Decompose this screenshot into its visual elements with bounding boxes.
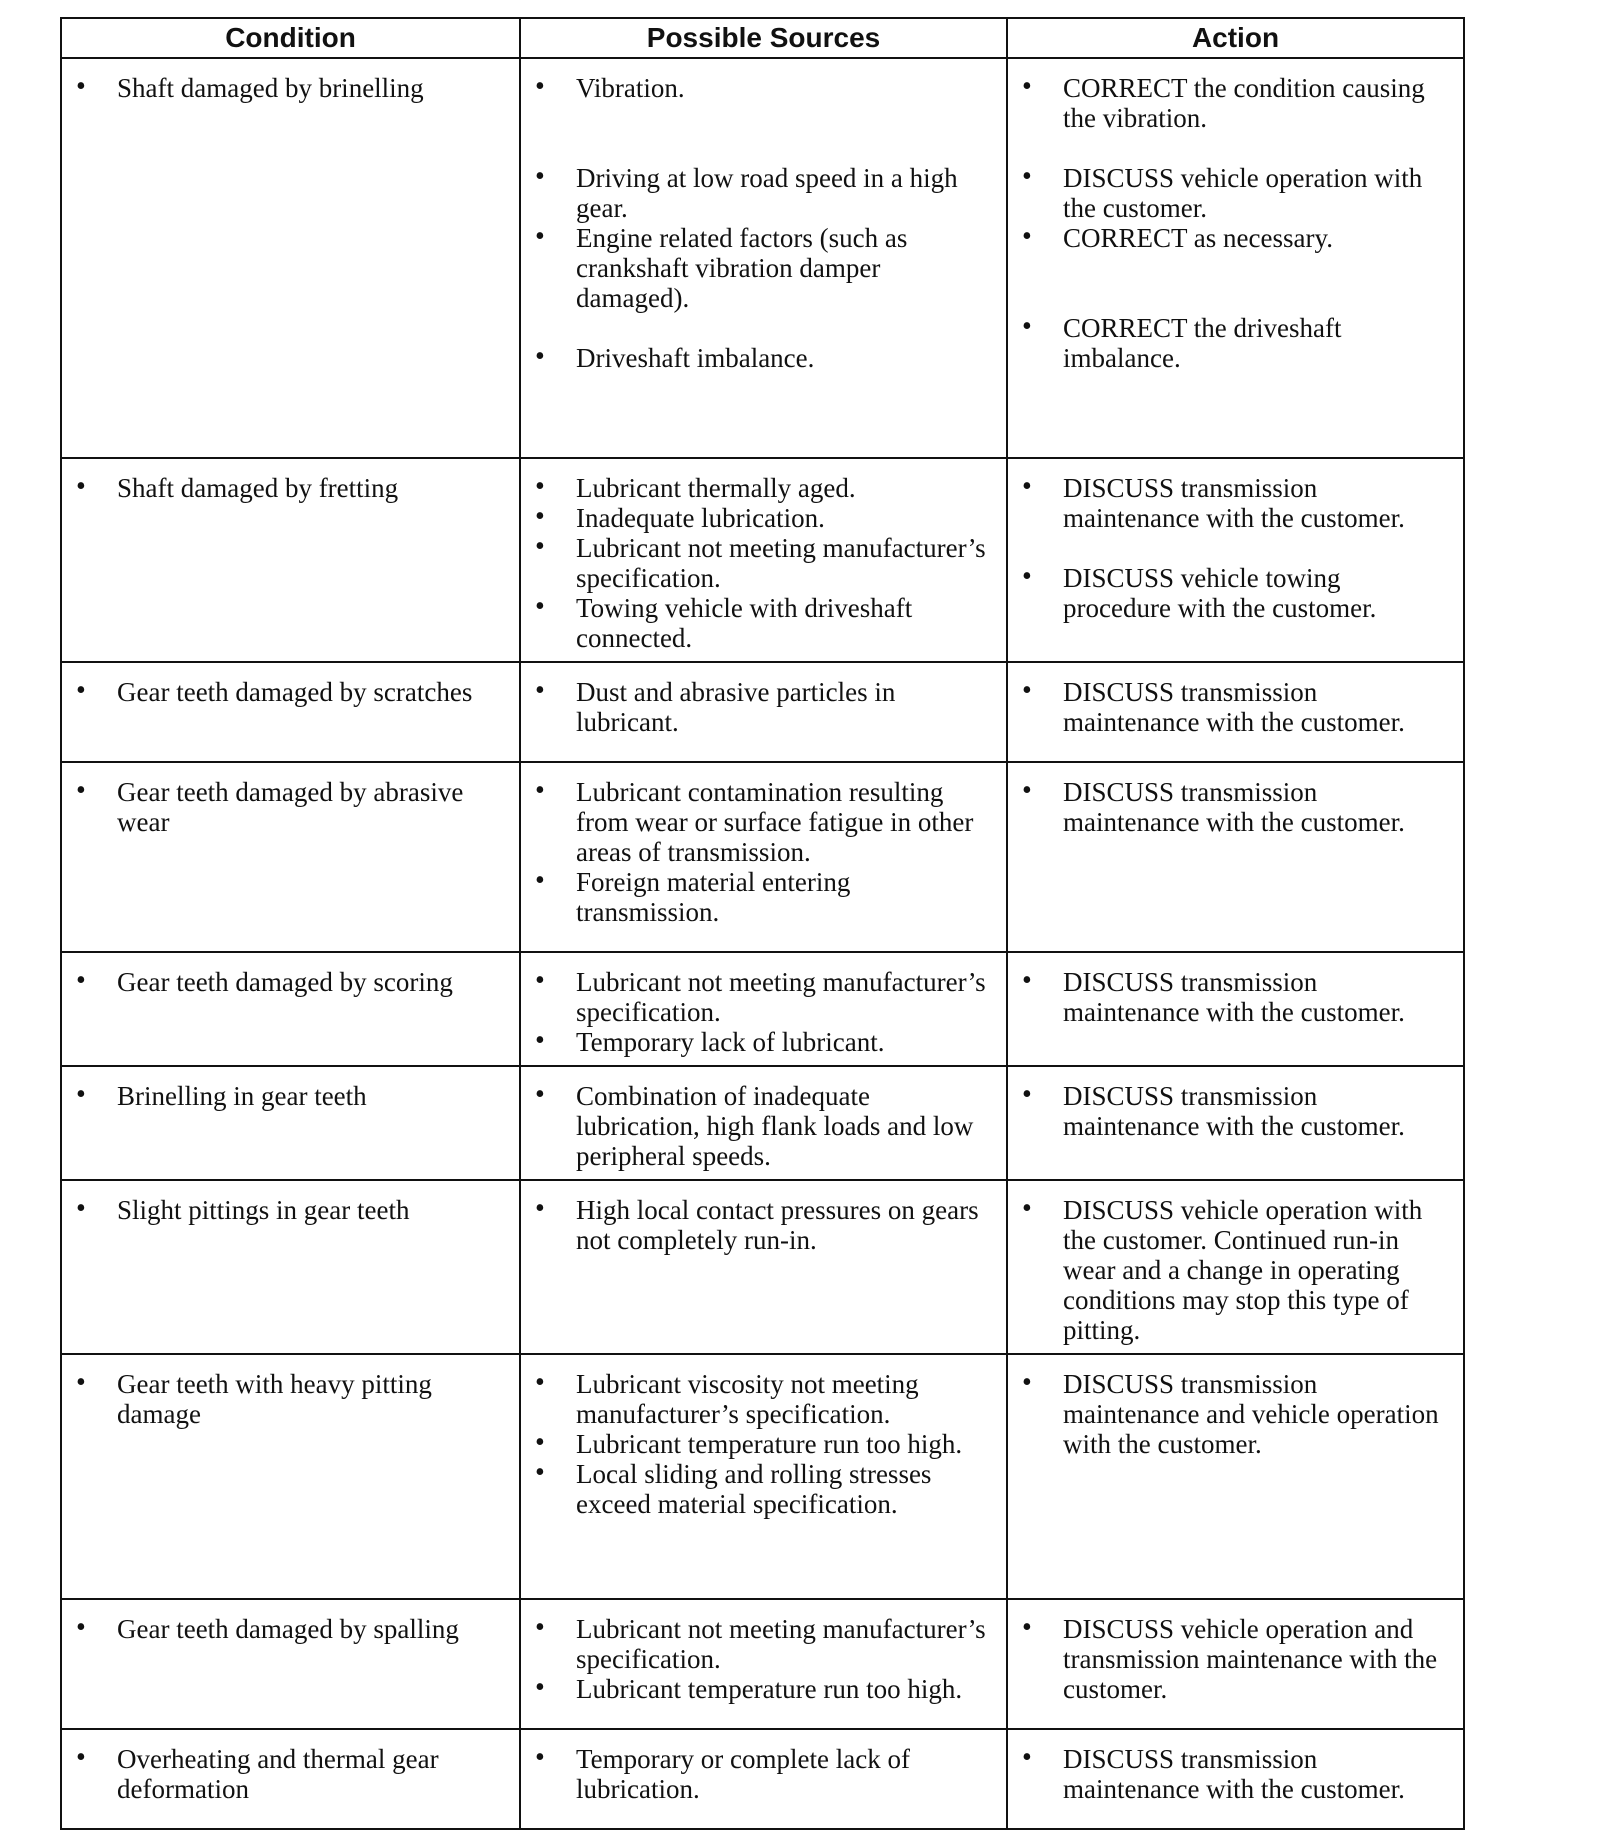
table-row [61,952,1464,1066]
header-condition: Condition [61,18,520,58]
table-row [61,762,1464,952]
source-item: • High local contact pressures on gears not completely run-in. [521,1195,994,1255]
action-item: • DISCUSS vehicle operation with the customer. [1008,163,1451,223]
source-item: • Driving at low road speed in a high gear. [521,163,994,223]
sources-cell [520,662,1007,762]
action-cell [1007,1729,1464,1829]
condition-cell [61,1729,520,1829]
condition-text: • Gear teeth damaged by scratches [62,677,507,707]
action-cell [1007,1599,1464,1729]
table-row [61,1599,1464,1729]
source-item: • Lubricant not meeting manufacturer’s specification. [521,967,994,1027]
source-item: • Dust and abrasive particles in lubricant. [521,677,994,737]
condition-cell [61,952,520,1066]
table-row [61,1729,1464,1829]
action-item: • DISCUSS vehicle operation with the customer. Continued run-in wear and a change in operating conditions may stop this type of pitting. [1008,1195,1451,1345]
action-item: • DISCUSS transmission maintenance with the customer. [1008,777,1451,837]
condition-text: • Gear teeth damaged by spalling [62,1614,507,1644]
action-item: • DISCUSS transmission maintenance with the customer. [1008,1081,1451,1141]
condition-text: • Gear teeth damaged by scoring [62,967,507,997]
sources-cell [520,1599,1007,1729]
source-item: • Lubricant contamination resulting from wear or surface fatigue in other areas of transmission. [521,777,994,867]
action-cell [1007,952,1464,1066]
sources-cell [520,1180,1007,1354]
table-row [61,662,1464,762]
action-item: • CORRECT as necessary. [1008,223,1451,253]
condition-text: • Gear teeth with heavy pitting damage [62,1369,507,1429]
source-item: • Lubricant not meeting manufacturer’s specification. [521,533,994,593]
source-item: • Lubricant not meeting manufacturer’s specification. [521,1614,994,1674]
table-row [61,458,1464,662]
action-item: • DISCUSS transmission maintenance with the customer. [1008,677,1451,737]
source-item: • Local sliding and rolling stresses exceed material specification. [521,1459,994,1519]
sources-cell [520,1729,1007,1829]
source-item: • Foreign material entering transmission. [521,867,994,927]
source-item: • Inadequate lubrication. [521,503,994,533]
source-item: • Engine related factors (such as crankshaft vibration damper damaged). [521,223,994,313]
condition-cell [61,1180,520,1354]
condition-text: • Shaft damaged by brinelling [62,73,507,103]
action-cell [1007,1066,1464,1180]
source-item: • Temporary lack of lubricant. [521,1027,994,1057]
action-cell [1007,1180,1464,1354]
action-item: • DISCUSS transmission maintenance with the customer. [1008,473,1451,533]
action-item: • DISCUSS transmission maintenance with the customer. [1008,967,1451,1027]
header-action: Action [1007,18,1464,58]
source-item: • Temporary or complete lack of lubrication. [521,1744,994,1804]
action-item: • DISCUSS vehicle towing procedure with the customer. [1008,563,1451,623]
action-cell [1007,1354,1464,1599]
condition-cell [61,762,520,952]
source-item: • Lubricant viscosity not meeting manufacturer’s specification. [521,1369,994,1429]
condition-cell [61,458,520,662]
source-item: • Lubricant thermally aged. [521,473,994,503]
condition-text: • Brinelling in gear teeth [62,1081,507,1111]
diagnosis-table [60,17,1465,1830]
condition-text: • Overheating and thermal gear deformation [62,1744,507,1804]
sources-cell [520,1354,1007,1599]
action-item: • DISCUSS transmission maintenance with the customer. [1008,1744,1451,1804]
table-row [61,58,1464,458]
sources-cell [520,58,1007,458]
action-item: • CORRECT the condition causing the vibration. [1008,73,1451,133]
table-row [61,1180,1464,1354]
condition-cell [61,662,520,762]
source-item: • Towing vehicle with driveshaft connected. [521,593,994,653]
sources-cell [520,952,1007,1066]
condition-cell [61,1066,520,1180]
source-item: • Vibration. [521,73,994,103]
sources-cell [520,1066,1007,1180]
action-cell [1007,762,1464,952]
table-row [61,1354,1464,1599]
condition-text: • Slight pittings in gear teeth [62,1195,507,1225]
action-item: • CORRECT the driveshaft imbalance. [1008,313,1451,373]
sources-cell [520,458,1007,662]
source-item: • Lubricant temperature run too high. [521,1674,994,1704]
condition-cell [61,1599,520,1729]
condition-text: • Gear teeth damaged by abrasive wear [62,777,507,837]
condition-cell [61,1354,520,1599]
source-item: • Driveshaft imbalance. [521,343,994,373]
source-item: • Combination of inadequate lubrication, high flank loads and low peripheral speeds. [521,1081,994,1171]
header-row [61,18,1464,58]
table-row [61,1066,1464,1180]
condition-cell [61,58,520,458]
action-item: • DISCUSS vehicle operation and transmission maintenance with the customer. [1008,1614,1451,1704]
sources-cell [520,762,1007,952]
condition-text: • Shaft damaged by fretting [62,473,507,503]
source-item: • Lubricant temperature run too high. [521,1429,994,1459]
action-item: • DISCUSS transmission maintenance and vehicle operation with the customer. [1008,1369,1451,1459]
action-cell [1007,58,1464,458]
action-cell [1007,458,1464,662]
header-possible-sources: Possible Sources [520,18,1007,58]
action-cell [1007,662,1464,762]
